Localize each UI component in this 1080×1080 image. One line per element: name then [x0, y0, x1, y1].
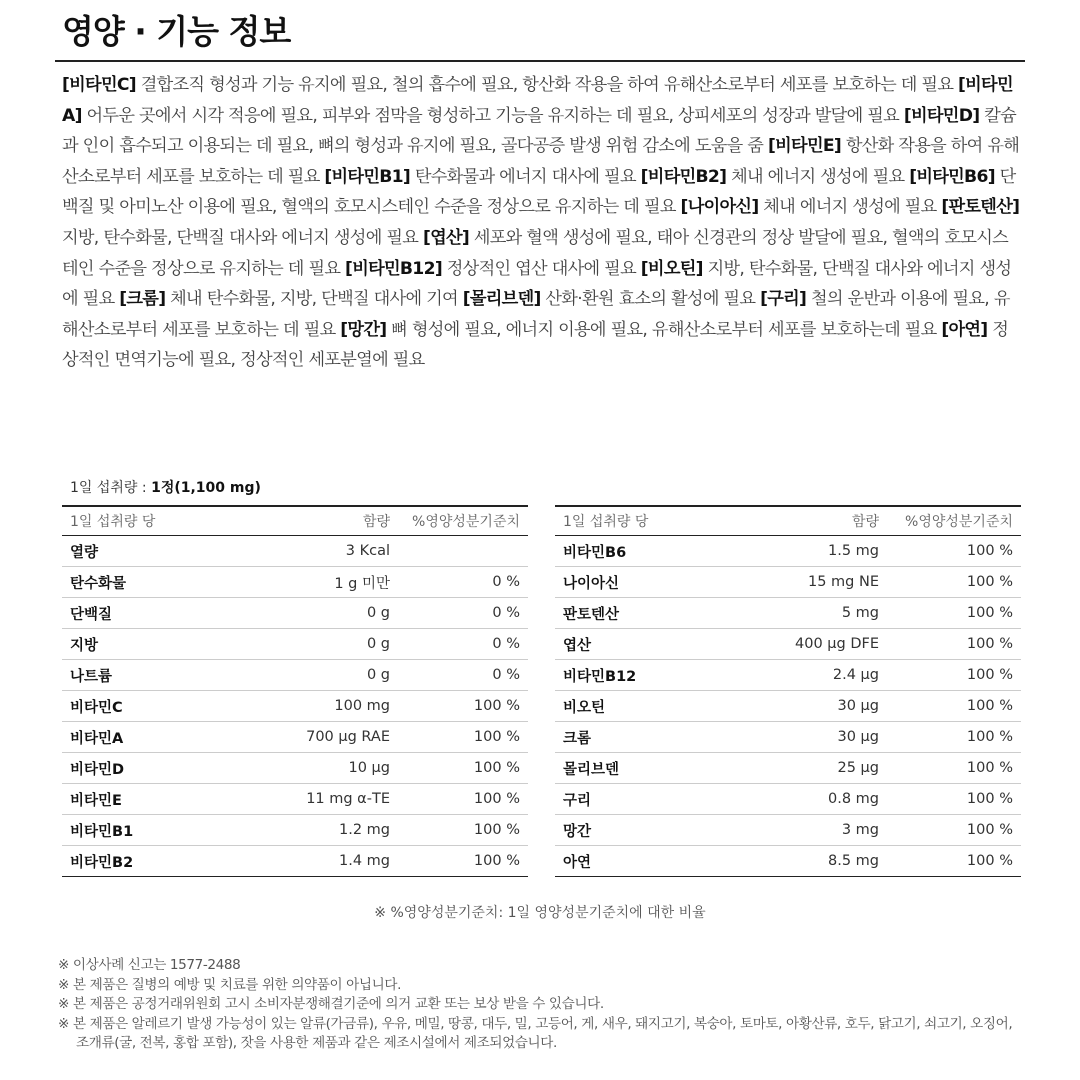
precaution-note: ※ 본 제품은 질병의 예방 및 치료를 위한 의약품이 아닙니다.	[58, 976, 402, 993]
table-row	[62, 722, 528, 753]
nutrient-name: [비타민C]	[62, 75, 136, 95]
amount-cell: 1 g 미만	[212, 567, 398, 598]
daily-value-cell: 0 %	[398, 629, 528, 660]
daily-value-footnote: ※ %영양성분기준치: 1일 영양성분기준치에 대한 비율	[374, 905, 706, 921]
daily-value-cell: 0 %	[398, 660, 528, 691]
daily-value-cell: 100 %	[398, 846, 528, 877]
nutrient-name-cell: 나이아신	[555, 567, 705, 598]
table-row	[555, 660, 1021, 691]
daily-value-cell: 100 %	[887, 846, 1021, 877]
nutrient-name-cell: 지방	[62, 629, 212, 660]
daily-value-cell: 100 %	[887, 722, 1021, 753]
nutrient-name-cell: 비타민E	[62, 784, 212, 815]
function-entry	[324, 167, 636, 187]
precaution-note: ※ 본 제품은 알레르기 발생 가능성이 있는 알류(가금류), 우유, 메밀, 땅콩, 대두, 밀, 고등어, 게, 새우, 돼지고기, 복숭아, 토마토, 아황산류, 호두, 닭고기, 쇠고기, 오징어, 조개류(굴, 전복, 홍합 포함), 잣을 사용한 제품과 같은 제조시설에서 제조되었습니다.	[58, 1015, 1013, 1051]
nutrient-name-cell: 판토텐산	[555, 598, 705, 629]
precaution-note: ※ 본 제품은 공정거래위원회 고시 소비자분쟁해결기준에 의거 교환 또는 보상 받을 수 있습니다.	[58, 996, 604, 1012]
functional-info-text	[62, 70, 1022, 376]
function-entry	[62, 75, 953, 95]
daily-value-cell: 100 %	[887, 629, 1021, 660]
nutrient-name: [비타민B1]	[324, 166, 411, 187]
header-daily-value: %영양성분기준치	[905, 514, 1013, 530]
nutrient-name-cell: 비타민B2	[62, 846, 212, 877]
nutrient-name-cell: 비타민B1	[62, 815, 212, 846]
nutrient-name: [판토텐산]	[941, 197, 1020, 218]
daily-value-cell: 100 %	[398, 815, 528, 846]
daily-value-cell: 0 %	[398, 567, 528, 598]
amount-cell: 3 Kcal	[212, 536, 398, 567]
nutrient-name: [비타민A]	[62, 75, 1013, 126]
nutrition-table-right	[555, 505, 1021, 877]
header-amount: 함량	[851, 514, 879, 530]
nutrient-name: [아연]	[941, 319, 988, 340]
amount-cell: 0 g	[212, 660, 398, 691]
daily-value-cell: 100 %	[398, 784, 528, 815]
amount-cell: 0.8 mg	[705, 784, 887, 815]
function-entry	[340, 320, 936, 340]
amount-cell: 100 mg	[212, 691, 398, 722]
table-row	[555, 784, 1021, 815]
daily-value-cell: 100 %	[398, 753, 528, 784]
table-row	[62, 815, 528, 846]
function-entry	[119, 289, 458, 309]
nutrient-name-cell: 비타민B6	[555, 536, 705, 567]
nutrient-function: 정상적인 면역기능에 필요, 정상적인 세포분열에 필요	[62, 319, 1009, 371]
function-entry	[463, 289, 756, 309]
table-row	[62, 846, 528, 877]
nutrient-name-cell: 비타민D	[62, 753, 212, 784]
daily-serving-label: 1일 섭취량 :	[70, 480, 152, 496]
nutrient-function: 정상적인 엽산 대사에 필요	[446, 258, 636, 279]
nutrient-name: [비타민E]	[767, 136, 842, 157]
nutrient-function: 철의 운반과 이용에 필요, 유해산소로부터 세포를 보호하는 데 필요	[62, 289, 1010, 340]
nutrient-name-cell: 비오틴	[555, 691, 705, 722]
daily-value-cell: 100 %	[887, 815, 1021, 846]
nutrient-function: 세포와 혈액 생성에 필요, 태아 신경관의 정상 발달에 필요, 혈액의 호모시스테인 수준을 정상으로 유지하는 데 필요	[62, 227, 1009, 279]
table-row	[555, 846, 1021, 877]
function-entry	[345, 259, 636, 279]
nutrient-function: 뼈 형성에 필요, 에너지 이용에 필요, 유해산소로부터 세포를 보호하는데 필요	[391, 319, 937, 340]
page-title: 영양 · 기능 정보	[62, 12, 291, 51]
nutrient-name: [몰리브덴]	[462, 289, 541, 310]
table-row	[555, 753, 1021, 784]
daily-serving-info	[70, 477, 261, 497]
nutrient-name-cell: 엽산	[555, 629, 705, 660]
nutrient-name: [비타민B12]	[345, 258, 442, 279]
table-row	[62, 660, 528, 691]
amount-cell: 30 μg	[705, 722, 887, 753]
amount-cell: 0 g	[212, 598, 398, 629]
amount-cell: 400 μg DFE	[705, 629, 887, 660]
table-row	[555, 629, 1021, 660]
daily-value-cell: 100 %	[887, 536, 1021, 567]
daily-value-cell: 0 %	[398, 598, 528, 629]
daily-value-cell: 100 %	[887, 753, 1021, 784]
daily-value-cell: 100 %	[398, 691, 528, 722]
nutrient-name-cell: 탄수화물	[62, 567, 212, 598]
table-row	[62, 784, 528, 815]
nutrient-name-cell: 단백질	[62, 598, 212, 629]
nutrient-name-cell: 비타민A	[62, 722, 212, 753]
daily-value-cell: 100 %	[887, 784, 1021, 815]
amount-cell: 0 g	[212, 629, 398, 660]
title-divider	[55, 60, 1025, 62]
table-row	[62, 753, 528, 784]
nutrient-name: [크롬]	[119, 289, 166, 310]
precaution-note: ※ 이상사례 신고는 1577-2488	[58, 957, 241, 973]
amount-cell: 11 mg α-TE	[212, 784, 398, 815]
daily-value-cell: 100 %	[887, 598, 1021, 629]
table-row	[555, 691, 1021, 722]
header-per-serving: 1일 섭취량 당	[70, 514, 156, 530]
nutrient-name: [비타민D]	[903, 105, 980, 126]
function-entry	[641, 167, 905, 187]
amount-cell: 700 μg RAE	[212, 722, 398, 753]
table-header-row	[62, 506, 528, 536]
daily-value-cell: 100 %	[887, 691, 1021, 722]
nutrient-function: 체내 탄수화물, 지방, 단백질 대사에 기여	[170, 289, 458, 310]
table-row	[555, 722, 1021, 753]
table-row	[62, 567, 528, 598]
amount-cell: 1.2 mg	[212, 815, 398, 846]
daily-value-cell	[398, 536, 528, 567]
table-row	[555, 567, 1021, 598]
precaution-notes	[58, 956, 1023, 1054]
nutrient-name-cell: 망간	[555, 815, 705, 846]
nutrient-function: 항산화 작용을 하여 유해산소로부터 세포를 보호하는 데 필요	[62, 136, 1020, 187]
nutrition-table-left	[62, 505, 528, 877]
header-per-serving: 1일 섭취량 당	[563, 514, 649, 530]
amount-cell: 3 mg	[705, 815, 887, 846]
table-row	[62, 629, 528, 660]
nutrient-name: [비타민B6]	[909, 166, 995, 187]
table-row	[555, 598, 1021, 629]
nutrient-name-cell: 비타민B12	[555, 660, 705, 691]
daily-value-cell: 100 %	[887, 567, 1021, 598]
amount-cell: 8.5 mg	[705, 846, 887, 877]
nutrient-name-cell: 크롬	[555, 722, 705, 753]
nutrient-name: [나이아신]	[680, 197, 759, 218]
header-amount: 함량	[362, 514, 390, 530]
header-daily-value: %영양성분기준치	[412, 514, 520, 530]
nutrient-name-cell: 나트륨	[62, 660, 212, 691]
table-row	[555, 815, 1021, 846]
table-row	[62, 691, 528, 722]
nutrient-name: [비타민B2]	[640, 166, 727, 187]
daily-value-cell: 100 %	[398, 722, 528, 753]
amount-cell: 1.5 mg	[705, 536, 887, 567]
nutrient-name-cell: 열량	[62, 536, 212, 567]
amount-cell: 15 mg NE	[705, 567, 887, 598]
nutrient-function: 칼슘과 인이 흡수되고 이용되는 데 필요, 뼈의 형성과 유지에 필요, 골다공증 발생 위험 감소에 도움을 줌	[62, 105, 1016, 157]
nutrient-function: 결합조직 형성과 기능 유지에 필요, 철의 흡수에 필요, 항산화 작용을 하여 유해산소로부터 세포를 보호하는 데 필요	[140, 75, 954, 95]
amount-cell: 30 μg	[705, 691, 887, 722]
table-header-row	[555, 506, 1021, 536]
table-row	[62, 536, 528, 567]
amount-cell: 10 μg	[212, 753, 398, 784]
daily-serving-value: 1정(1,100 mg)	[151, 480, 261, 496]
nutrient-name-cell: 아연	[555, 846, 705, 877]
nutrient-function: 산화·환원 효소의 활성에 필요	[545, 289, 756, 310]
function-entry	[681, 197, 937, 217]
nutrient-function: 탄수화물과 에너지 대사에 필요	[414, 166, 636, 187]
nutrient-name-cell: 몰리브덴	[555, 753, 705, 784]
amount-cell: 1.4 mg	[212, 846, 398, 877]
nutrient-function: 체내 에너지 생성에 필요	[763, 197, 937, 218]
nutrient-function: 체내 에너지 생성에 필요	[731, 166, 905, 187]
nutrient-name-cell: 구리	[555, 784, 705, 815]
daily-value-cell: 100 %	[887, 660, 1021, 691]
table-row	[62, 598, 528, 629]
nutrient-name: [망간]	[340, 319, 387, 340]
nutrient-name-cell: 비타민C	[62, 691, 212, 722]
nutrient-function: 어두운 곳에서 시각 적응에 필요, 피부와 점막을 형성하고 기능을 유지하는 데 필요, 상피세포의 성장과 발달에 필요	[86, 105, 900, 126]
nutrient-function: 단백질 및 아미노산 이용에 필요, 혈액의 호모시스테인 수준을 정상으로 유지하는 데 필요	[62, 166, 1016, 218]
nutrient-function: 지방, 탄수화물, 단백질 대사와 에너지 생성에 필요	[62, 258, 1012, 310]
nutrient-name: [구리]	[760, 289, 807, 310]
nutrient-name: [비오틴]	[640, 258, 703, 279]
amount-cell: 5 mg	[705, 598, 887, 629]
nutrient-function: 지방, 탄수화물, 단백질 대사와 에너지 생성에 필요	[62, 227, 419, 248]
nutrient-name: [엽산]	[422, 227, 470, 248]
amount-cell: 2.4 μg	[705, 660, 887, 691]
table-row	[555, 536, 1021, 567]
amount-cell: 25 μg	[705, 753, 887, 784]
